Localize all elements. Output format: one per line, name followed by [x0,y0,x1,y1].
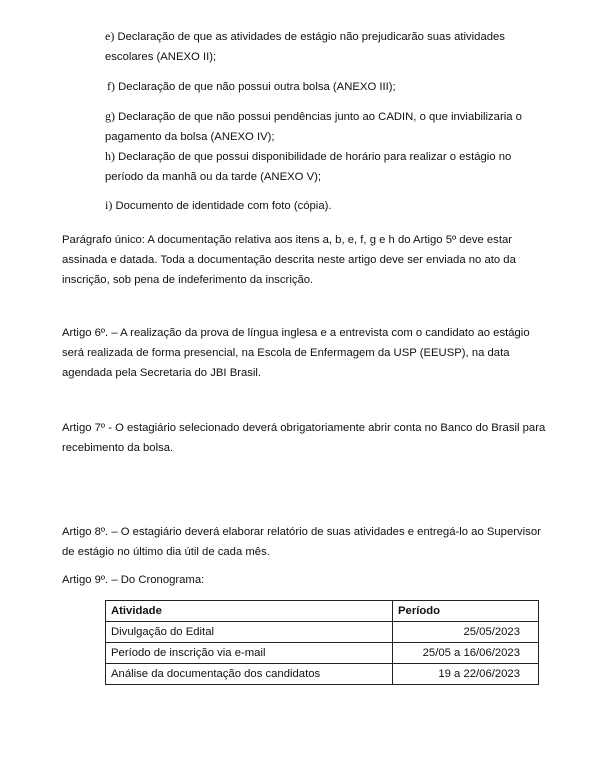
paragraph-line: Artigo 8º. – O estagiário deverá elaborar relatório de suas atividades e entregá-lo ao Supervisor [62,526,541,538]
artigo-8 [62,522,541,562]
table-cell: 25/05/2023 [393,622,539,643]
item-text: Declaração de que não possui pendências junto ao CADIN, o que inviabilizaria o [118,111,522,123]
item-text: pagamento da bolsa (ANEXO IV); [105,131,275,143]
item-e [105,26,505,67]
table-cell: 19 a 22/06/2023 [393,664,539,685]
item-f [107,76,396,97]
item-i [105,195,332,216]
table-cell: Análise da documentação dos candidatos [106,664,393,685]
table-cell: Divulgação do Edital [106,622,393,643]
column-header: Atividade [106,601,393,622]
artigo-7 [62,418,545,458]
table-header-row [106,601,539,622]
paragrafo-unico [62,230,516,290]
table-row [106,622,539,643]
paragraph-line: Artigo 6º. – A realização da prova de língua inglesa e a entrevista com o candidato ao estágio [62,327,530,339]
cronograma-table [105,600,539,685]
paragraph-line: Artigo 7º - O estagiário selecionado deverá obrigatoriamente abrir conta no Banco do Brasil para [62,422,546,434]
item-text: Documento de identidade com foto (cópia). [115,200,332,212]
table-cell: 25/05 a 16/06/2023 [393,643,539,664]
paragraph-line: Artigo 9º. – Do Cronograma: [62,574,205,586]
item-marker: h) [105,149,115,163]
table-cell: Período de inscrição via e-mail [106,643,393,664]
artigo-9 [62,570,204,590]
column-header: Período [393,601,539,622]
artigo-6 [62,323,530,383]
item-text: período da manhã ou da tarde (ANEXO V); [105,171,322,183]
paragraph-line: agendada pela Secretaria do JBI Brasil. [62,367,262,379]
paragraph-line: inscrição, sob pena de indeferimento da inscrição. [62,274,314,286]
item-text: Declaração de que não possui outra bolsa (ANEXO III); [118,81,396,93]
item-marker: i) [105,198,113,212]
paragraph-line: Parágrafo único: A documentação relativa aos itens a, b, e, f, g e h do Artigo 5º deve estar [62,234,513,246]
paragraph-line: será realizada de forma presencial, na Escola de Enfermagem da USP (EEUSP), na data [62,347,510,359]
item-marker: g) [105,109,115,123]
table-row [106,664,539,685]
item-g [105,106,522,147]
item-text: escolares (ANEXO II); [105,51,217,63]
item-marker: e) [105,29,115,43]
item-h [105,146,511,187]
item-text: Declaração de que possui disponibilidade de horário para realizar o estágio no [118,151,512,163]
paragraph-line: recebimento da bolsa. [62,442,174,454]
item-marker: f) [107,79,115,93]
item-text: Declaração de que as atividades de estágio não prejudicarão suas atividades [117,31,505,43]
paragraph-line: assinada e datada. Toda a documentação descrita neste artigo deve ser enviada no ato da [62,254,516,266]
paragraph-line: de estágio no último dia útil de cada mês. [62,546,270,558]
table-row [106,643,539,664]
